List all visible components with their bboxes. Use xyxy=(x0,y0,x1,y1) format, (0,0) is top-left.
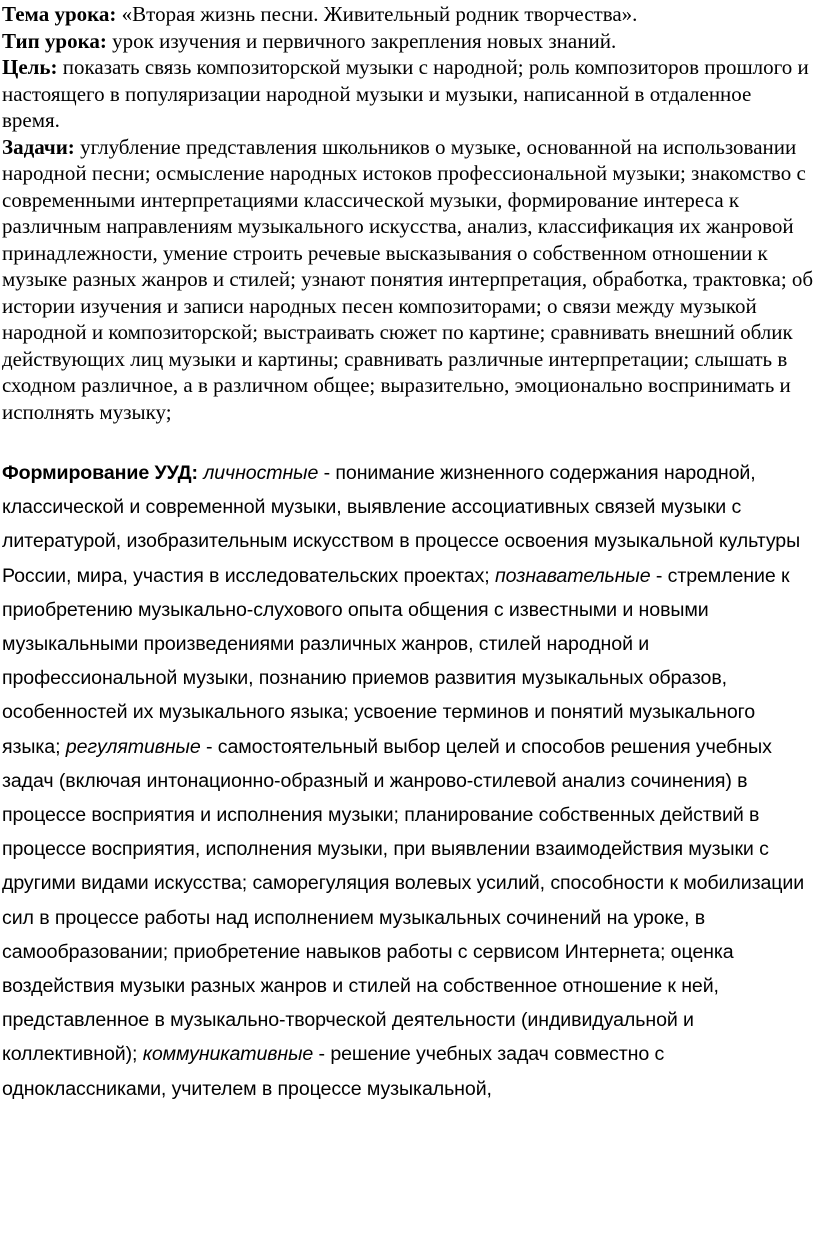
lesson-type-label: Тип урока: xyxy=(2,28,107,53)
uud-personal-text: - понимание жизненного содержания народной, классической и современной музыки, выявление ассоциативных связей музыки с литературой, изобразительным искусством в процессе освоения музыкальной культуры России, мира, участия в исследовательских проектах; xyxy=(2,462,801,587)
lesson-topic xyxy=(2,1,814,28)
lesson-topic-text: «Вторая жизнь песни. Живительный родник творчества». xyxy=(116,2,638,26)
lesson-info xyxy=(2,0,814,425)
uud-regulatory-label: регулятивные xyxy=(65,735,201,758)
uud-cognitive-label: познавательные xyxy=(494,564,651,587)
lesson-goal-label: Цель: xyxy=(2,55,58,79)
uud-regulatory-text: - самостоятельный выбор целей и способов решения учебных задач (включая интонационно-образный и жанрово-стилевой анализ сочинения) в процессе восприятия и исполнения музыки; планирование собственных действий в процессе восприятия, исполнения музыки, при выявлении взаимодействия музыки с другими видами искусства; саморегуляция волевых усилий, способности к мобилизации сил в процессе работы над исполнением музыкальных сочинений на уроке, в самообразовании; приобретение навыков работы с сервисом Интернета; оценка воздействия музыки разных жанров и стилей на собственное отношение к ней, представленное в музыкально-творческой деятельности (индивидуальной и коллективной); xyxy=(2,735,805,1066)
uud-communicative-label: коммуникативные xyxy=(142,1043,314,1066)
uud-personal-label: личностные xyxy=(203,462,319,484)
lesson-tasks-label: Задачи: xyxy=(2,134,75,159)
uud-label: Формирование УУД: xyxy=(2,462,198,484)
lesson-topic-label: Тема урока: xyxy=(2,2,117,26)
lesson-type-text: урок изучения и первичного закрепления новых знаний. xyxy=(106,28,617,53)
lesson-goal xyxy=(2,54,814,134)
uud-section xyxy=(2,456,814,1106)
lesson-type xyxy=(2,28,814,55)
lesson-tasks-text: углубление представления школьников о музыке, основанной на использовании народной песни; осмысление народных истоков профессиональной музыки; знакомство с современными интерпретациями классической музыки, формирование интереса к различным направлениям музыкального искусства, анализ, классификация их жанровой принадлежности, умение строить речевые высказывания о собственном отношении к музыке разных жанров и стилей; узнают понятия интерпретация, обработка, трактовка; об истории изучения и записи народных песен композиторами; о связи между музыкой народной и композиторской; выстраивать сюжет по картине; сравнивать внешний облик действующих лиц музыки и картины; сравнивать различные интерпретации; слышать в сходном различное, а в различном общее; выразительно, эмоционально воспринимать и исполнять музыку; xyxy=(2,134,814,424)
uud-paragraph xyxy=(2,456,814,1106)
uud-cognitive-text: - стремление к приобретению музыкально-слухового опыта общения с известными и новыми музыкальными произведениями различных жанров, стилей народной и профессиональной музыки, познанию приемов развития музыкальных образов, особенностей их музыкального языка; усвоение терминов и понятий музыкального языка; xyxy=(2,564,790,758)
uud-communicative-text: - решение учебных задач совместно с одноклассниками, учителем в процессе музыкальной, xyxy=(2,1043,665,1100)
lesson-tasks xyxy=(2,134,814,426)
lesson-goal-text: показать связь композиторской музыки с народной; роль композиторов прошлого и настоящего в популяризации народной музыки и музыки, написанной в отдаленное время. xyxy=(2,55,809,132)
